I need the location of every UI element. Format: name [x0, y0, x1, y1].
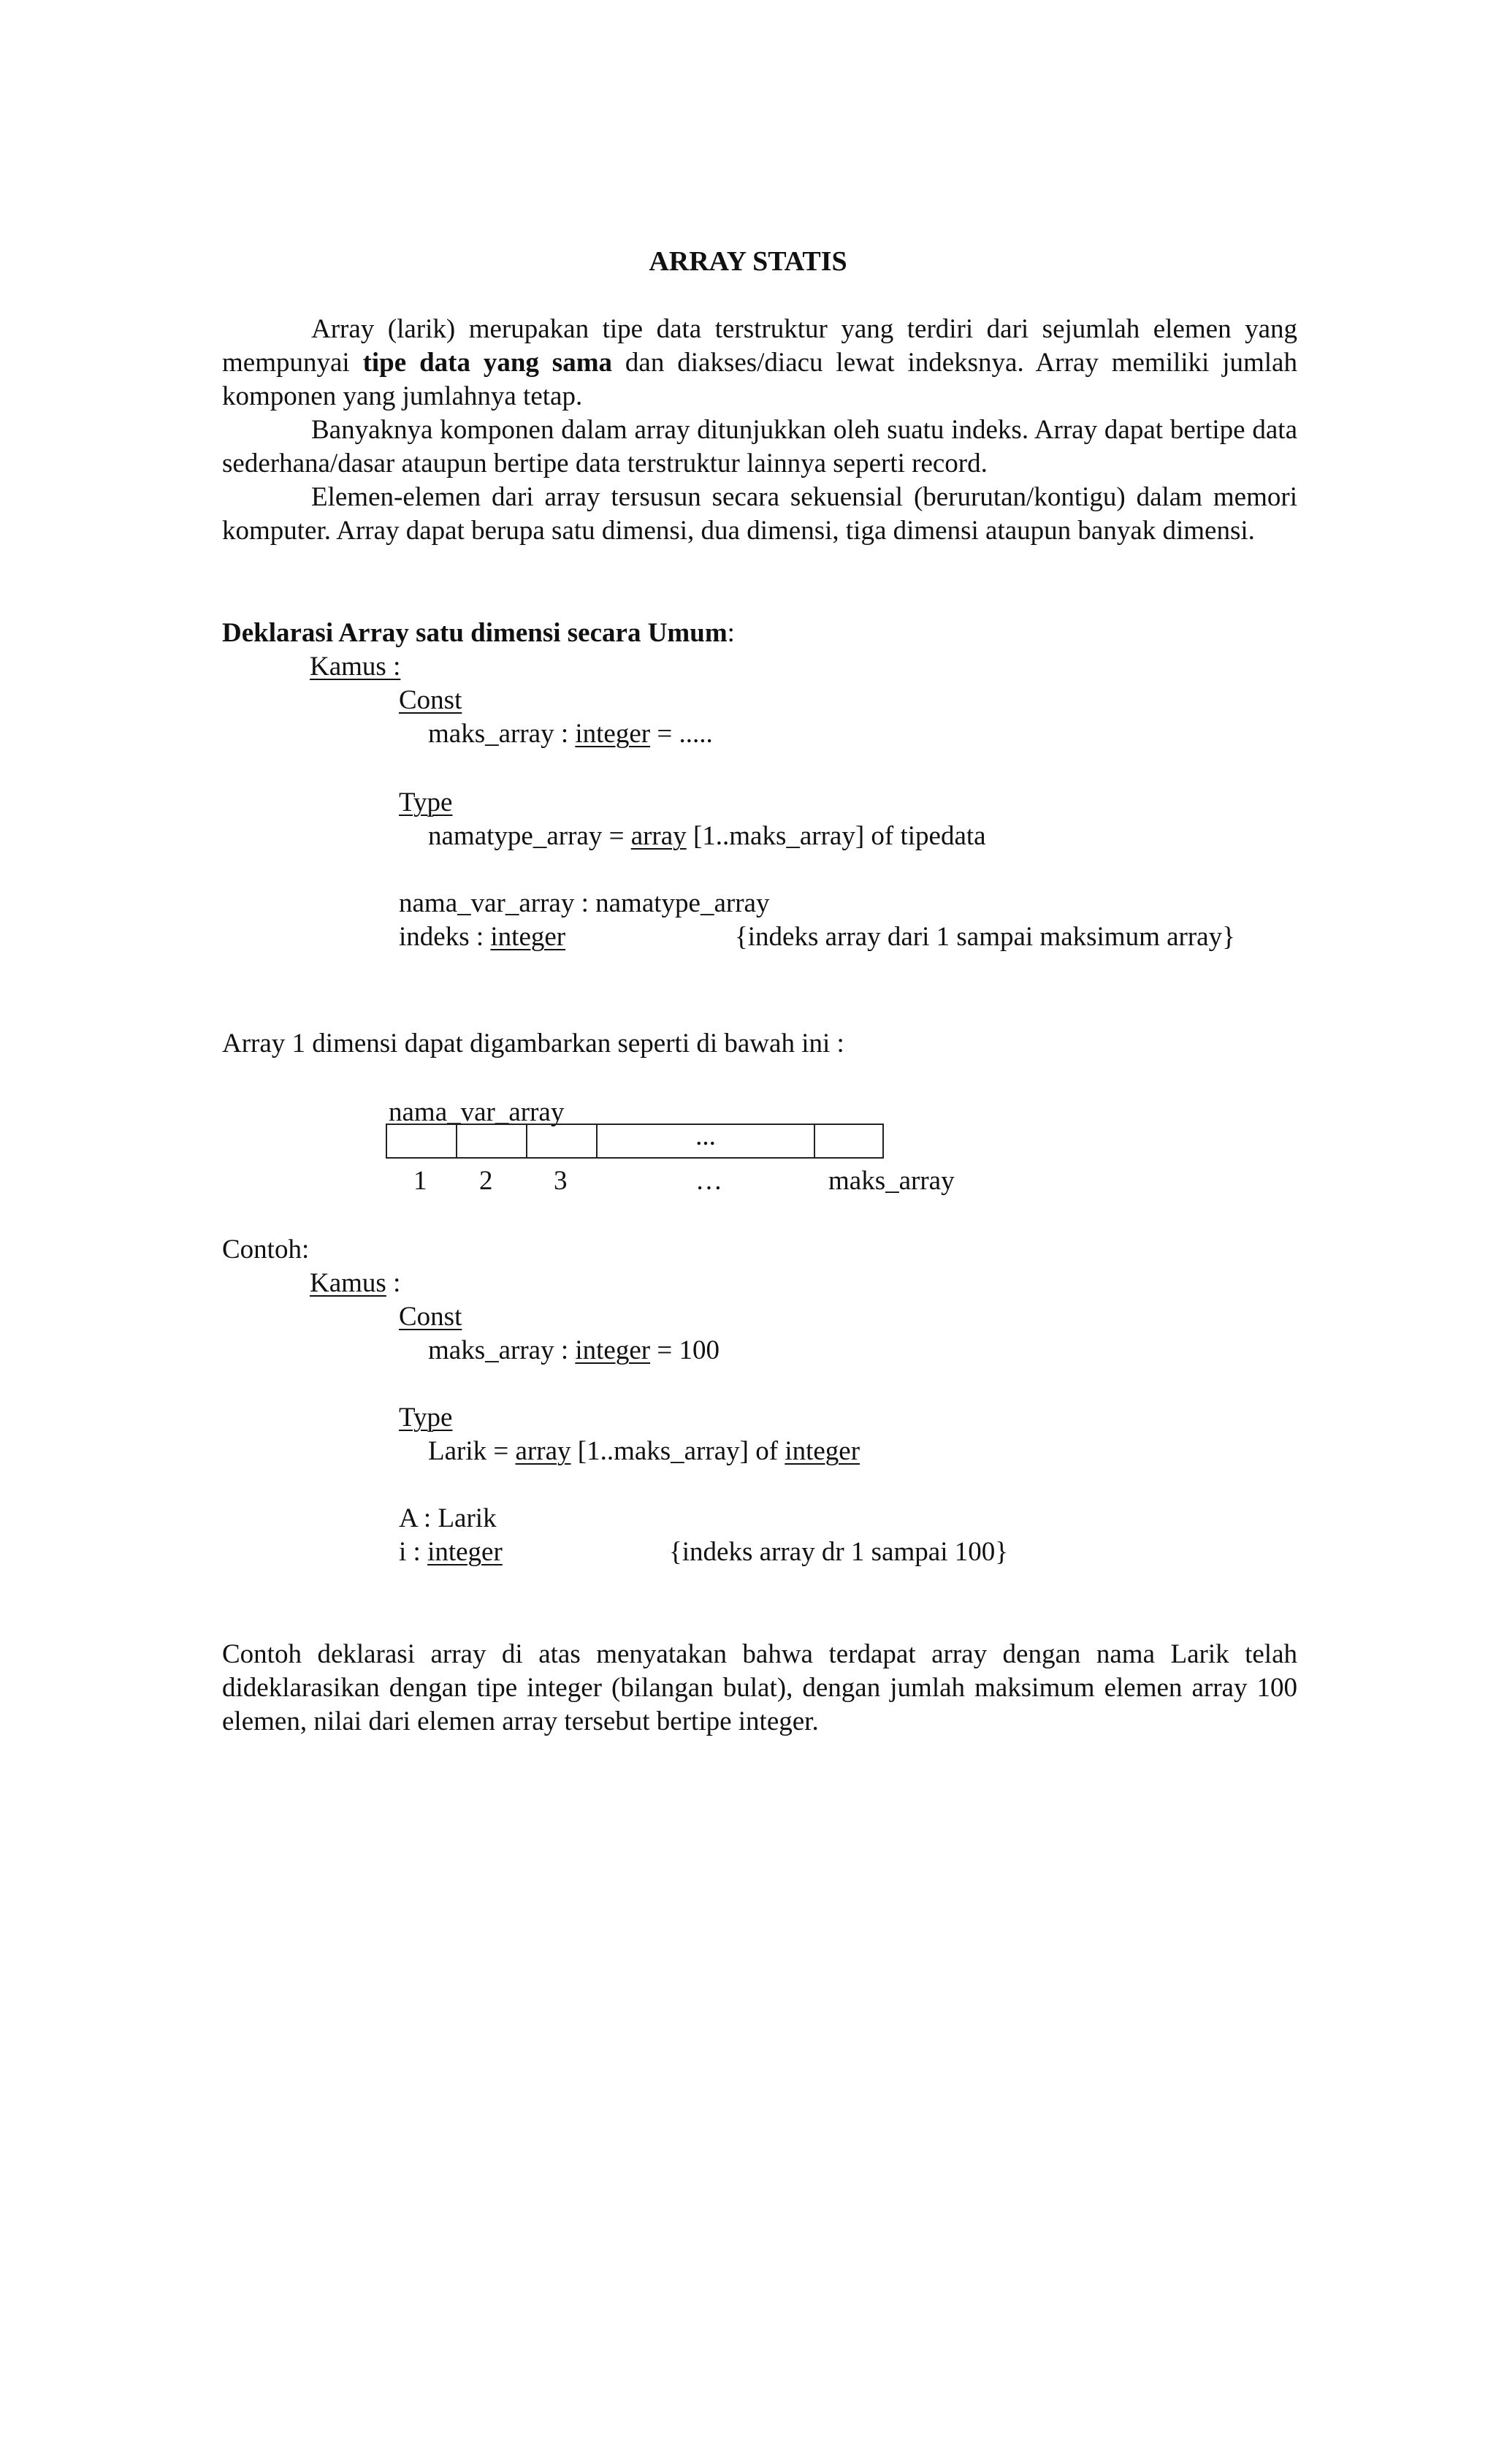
const-keyword: Const	[399, 685, 462, 715]
index-label-2: 2	[479, 1166, 493, 1196]
array-cell	[526, 1124, 596, 1159]
intro-paragraph-1: Array (larik) merupakan tipe data terstruktur yang terdiri dari sejumlah elemen yang mempunyai tipe data yang sama dan diakses/diacu lewat indeksnya. Array memiliki jumlah komponen yang jumlahnya tetap.	[222, 314, 1297, 411]
intro-paragraph-3: Elemen-elemen dari array tersusun secara sekuensial (berurutan/kontigu) dalam memori komputer. Array dapat berupa satu dimensi, dua dimensi, tiga dimensi ataupun banyak dimensi.	[222, 482, 1297, 546]
declaration-heading: Deklarasi Array satu dimensi secara Umum:	[222, 618, 735, 648]
kamus-label: Kamus :	[310, 652, 401, 682]
array-cell	[456, 1124, 526, 1159]
example-kamus: Kamus :	[310, 1268, 401, 1298]
index-label-last: maks_array	[828, 1166, 955, 1196]
array-label: nama_var_array	[389, 1097, 565, 1127]
example-index-line: i : integer	[399, 1537, 503, 1567]
var-line: nama_var_array : namatype_array	[399, 888, 770, 918]
array-cell-last	[814, 1124, 884, 1159]
const-line: maks_array : integer = .....	[428, 719, 713, 749]
example-index-comment: {indeks array dr 1 sampai 100}	[669, 1537, 1008, 1567]
intro-paragraph-2: Banyaknya komponen dalam array ditunjukkan oleh suatu indeks. Array dapat bertipe data sederhana/dasar ataupun bertipe data terstruktur lainnya seperti record.	[222, 415, 1297, 478]
index-label-3: 3	[554, 1166, 568, 1196]
index-label-ellipsis: …	[695, 1166, 722, 1196]
example-const-line: maks_array : integer = 100	[428, 1335, 720, 1365]
type-keyword: Type	[399, 787, 453, 817]
example-type-keyword: Type	[399, 1403, 453, 1433]
array-cell-ellipsis: ...	[596, 1124, 814, 1159]
example-heading: Contoh:	[222, 1235, 310, 1265]
example-type-line: Larik = array [1..maks_array] of integer	[428, 1436, 860, 1466]
page-title: ARRAY STATIS	[649, 246, 847, 277]
array-cell	[386, 1124, 456, 1159]
example-var-line: A : Larik	[399, 1503, 497, 1533]
diagram-caption: Array 1 dimensi dapat digambarkan seperti di bawah ini :	[222, 1029, 844, 1059]
index-label-1: 1	[413, 1166, 427, 1196]
index-comment: {indeks array dari 1 sampai maksimum array}	[735, 922, 1235, 952]
array-diagram	[386, 1121, 881, 1159]
bold-phrase: tipe data yang sama	[362, 348, 613, 378]
example-const-keyword: Const	[399, 1302, 462, 1332]
index-line: indeks : integer	[399, 922, 566, 952]
conclusion-paragraph: Contoh deklarasi array di atas menyatakan bahwa terdapat array dengan nama Larik telah dideklarasikan dengan tipe integer (bilangan bulat), dengan jumlah maksimum elemen array 100 elemen, nilai dari elemen array tersebut bertipe integer.	[222, 1639, 1297, 1736]
type-line: namatype_array = array [1..maks_array] of tipedata	[428, 821, 986, 851]
intro-paragraphs	[222, 313, 1297, 548]
